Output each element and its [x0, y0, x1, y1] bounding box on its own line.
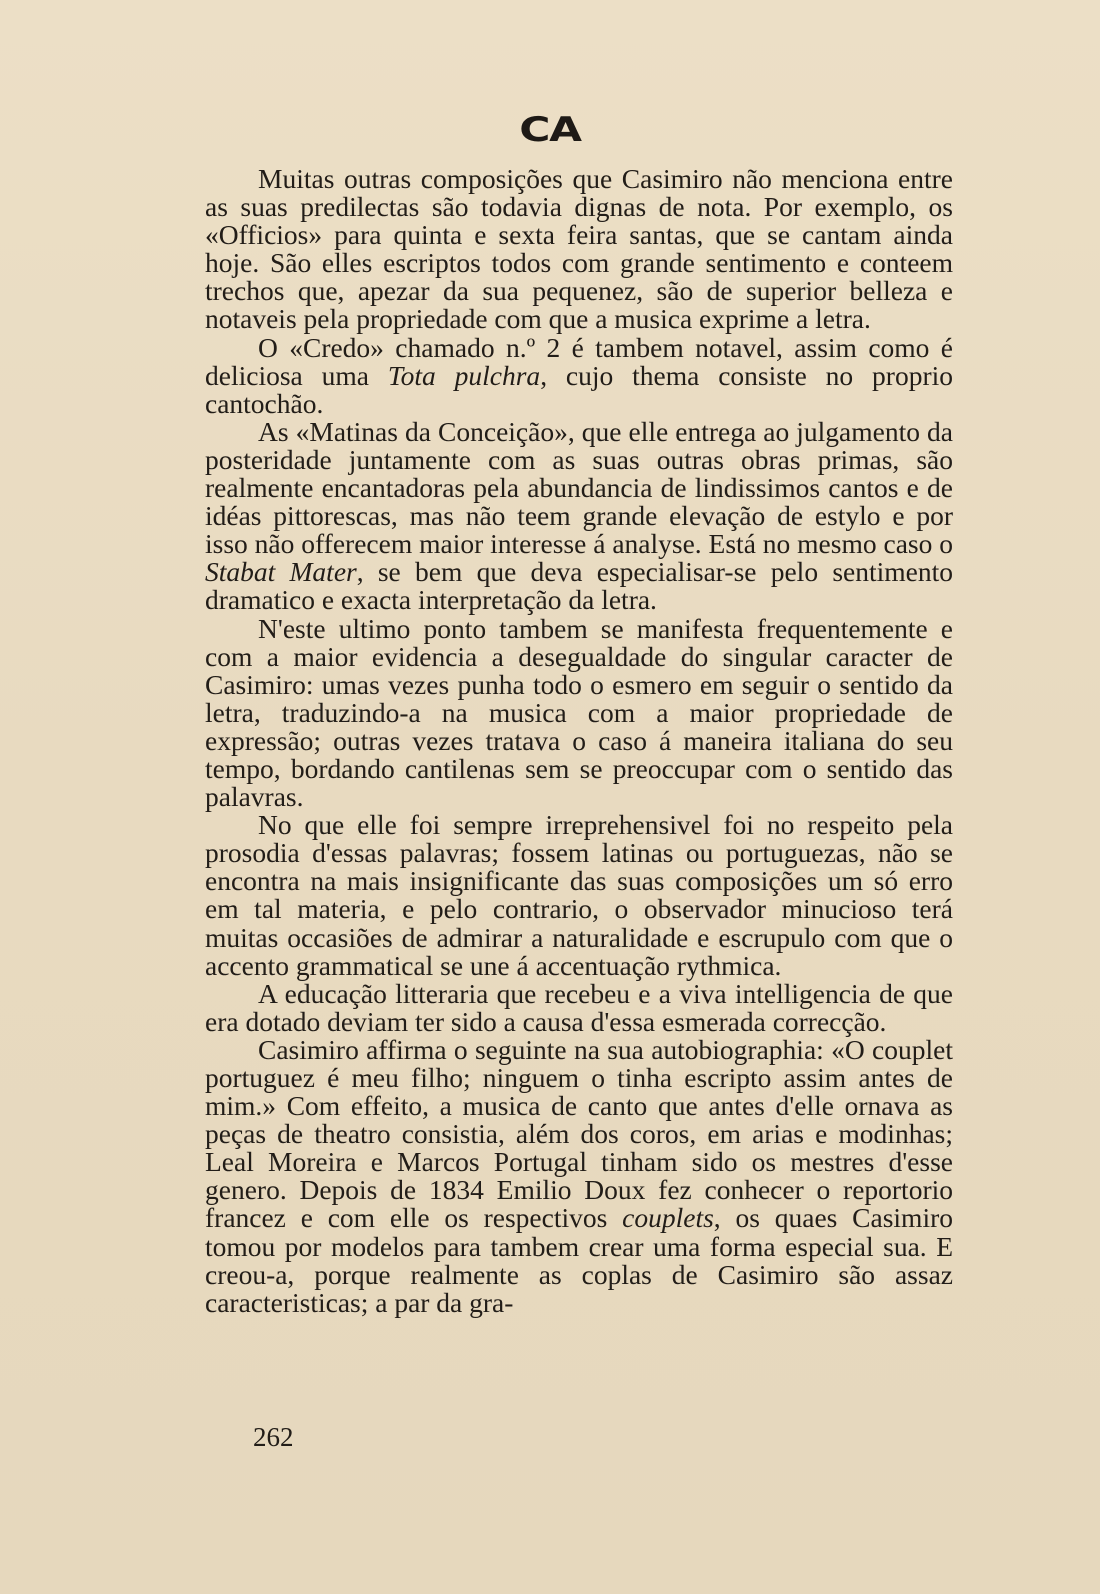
paragraph-text: Muitas outras composições que Casimiro não menciona entre as suas predilectas são todavia dignas de nota. Por exemplo, os «Officios» para quinta e sexta feira santas, que se cantam ainda hoje. São elles escriptos todos com grande sentimento e conteem trechos que, apezar da sua pequenez, são de superior belleza e notaveis pela propriedade com que a musica exprime a letra. [205, 163, 953, 335]
body-text [205, 165, 953, 1317]
paragraph-text: , cujo thema consiste no proprio cantochão. [205, 359, 954, 419]
paragraph-text: N'este ultimo ponto tambem se manifesta frequentemente e com a maior evidencia a desegualdade do singular caracter de Casimiro: umas vezes punha todo o esmero em seguir o sentido da letra, traduzindo-a na musica com a maior propriedade de expressão; outras vezes tratava o caso á maneira italiana do seu tempo, bordando cantilenas sem se preoccupar com o sentido das palavras. [205, 612, 953, 813]
paragraph [205, 331, 954, 419]
paragraph [205, 1033, 953, 1318]
paragraph-text: O «Credo» chamado n.º 2 é tambem notavel, assim como é deliciosa uma [205, 331, 953, 391]
paragraph [205, 612, 953, 813]
page-number: 262 [253, 1422, 294, 1452]
paragraph-text: , os quaes Casimiro tomou por modelos para tambem crear uma forma especial sua. E creou-a, porque realmente as coplas de Casimiro são assaz caracteristicas; a par da gra- [205, 1202, 953, 1318]
paragraph [205, 811, 953, 980]
paragraph-text: A educação litteraria que recebeu e a viva intelligencia de que era dotado deviam ter sido a causa d'essa esmerada correcção. [205, 977, 953, 1037]
paragraph [205, 165, 953, 334]
paragraph-text: Casimiro affirma o seguinte na sua autobiographia: «O couplet portuguez é meu filho; ninguem o tinha escripto assim antes de mim.» Com effeito, a musica de canto que antes d'elle ornava as peças de theatro consistia, além dos coros, em arias e modinhas; Leal Moreira e Marcos Portugal tinham sido os mestres d'esse genero. Depois de 1834 Emilio Doux fez conhecer o reportorio francez e com elle os respectivos [205, 1033, 953, 1234]
italic-title: Tota pulchra [387, 359, 541, 391]
italic-term: couplets [622, 1202, 714, 1234]
italic-title: Stabat Mater [205, 556, 357, 588]
paragraph-text: No que elle foi sempre irreprehensivel foi no respeito pela prosodia d'essas palavras; fossem latinas ou portuguezas, não se encontra na mais insignificante das suas composições um só erro em tal materia, e pelo contrario, o observador minucioso terá muitas occasiões de admirar a naturalidade e escrupulo com que o accento grammatical se une á accentuação rythmica. [205, 809, 953, 981]
running-head: CA [519, 110, 581, 150]
paragraph [205, 977, 953, 1037]
paragraph [205, 415, 953, 616]
paragraph-text: As «Matinas da Conceição», que elle entrega ao julgamento da posteridade juntamente com as suas outras obras primas, são realmente encantadoras pela abundancia de lindissimos cantos e de idéas pittorescas, mas não teem grande elevação de estylo e por isso não offerecem maior interesse á analyse. Está no mesmo caso o [205, 415, 953, 560]
paragraph-text: , se bem que deva especialisar-se pelo sentimento dramatico e exacta interpretação da letra. [205, 556, 953, 616]
